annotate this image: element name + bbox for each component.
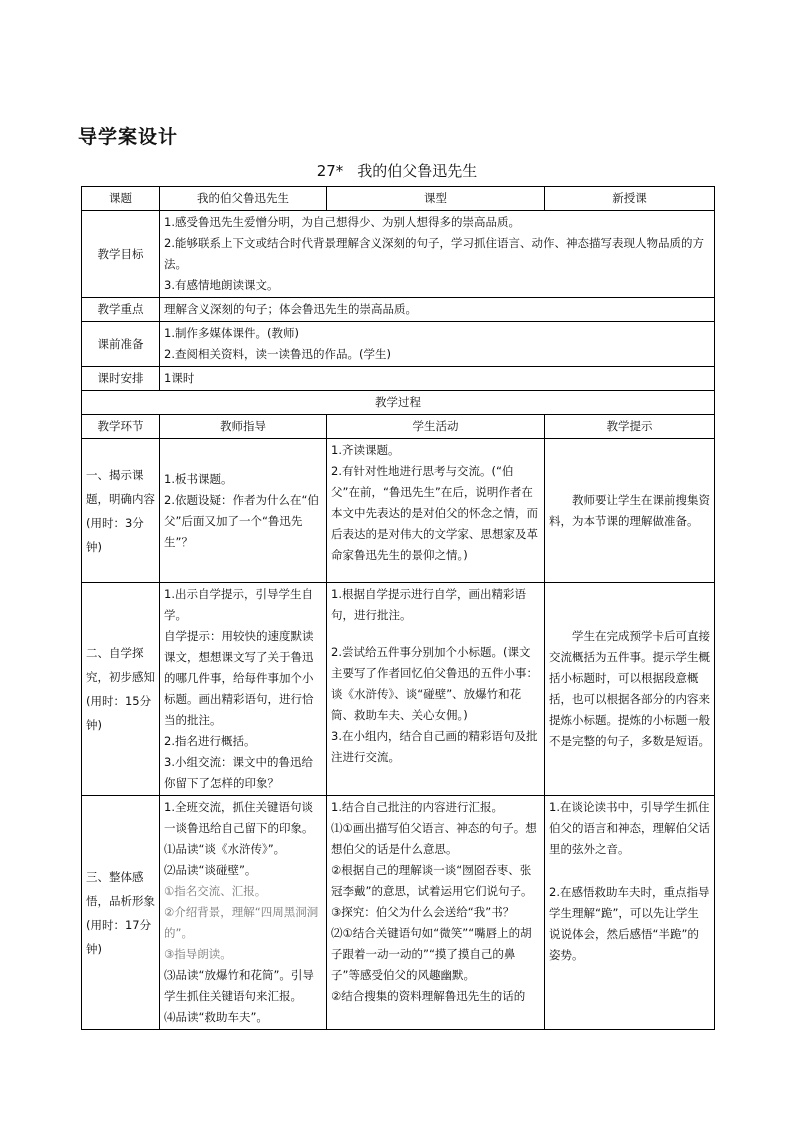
lesson-name: 我的伯父鲁迅先生: [357, 162, 478, 180]
student-step: ⑴①画出描写伯父语言、神态的句子。想想伯父的话是什么意思。: [331, 821, 537, 856]
topic-label: 课题: [82, 187, 160, 211]
column-header: 学生活动: [327, 415, 545, 439]
teacher-step: ⑵品读“谈碰壁”。: [164, 863, 257, 877]
student-step: 2.尝试给五件事分别加个小标题。(课文主要写了作者回忆伯父鲁迅的五件小事：谈《水浒传》、谈“碰壁”、放爆竹和花筒、救助车夫、关心女佣。): [331, 645, 538, 722]
teacher-step: 1.全班交流，抓住关键语句谈一谈鲁迅给自己留下的印象。: [164, 800, 314, 835]
process-title-row: [82, 391, 715, 415]
student-cell: [327, 796, 545, 1030]
teacher-step: 2.指名进行概括。: [164, 734, 256, 748]
lesson-number: 27*: [316, 162, 344, 180]
stage-cell: 一、揭示课题，明确内容(用时：3分钟): [82, 439, 160, 583]
type-label: 课型: [327, 187, 545, 211]
info-row-focus: [82, 298, 715, 322]
process-row: [82, 439, 715, 583]
hint-cell: [545, 583, 715, 796]
teacher-step: ⑶品读“放爆竹和花筒”。引导学生抓住关键语句来汇报。: [164, 968, 314, 1003]
prep-item: 1.制作多媒体课件。(教师): [164, 326, 299, 340]
time-value: 1课时: [160, 367, 715, 391]
hint-text: 学生在完成预学卡后可直接交流概括为五件事。提示学生概括小标题时，可以根据段意概括，也可以根据各部分的内容来提炼小标题。提炼的小标题一般不是完整的句子，多数是短语。: [549, 629, 710, 748]
hint-text: 教师要让学生在课前搜集资料，为本节课的理解做准备。: [549, 492, 710, 528]
info-row-time: [82, 367, 715, 391]
teacher-cell: [160, 796, 327, 1030]
student-step: 2.有针对性地进行思考与交流。(“伯父”在前，“鲁迅先生”在后，说明作者在本文中先表达的是对伯父的怀念之情，而后表达的是对伟大的文学家、思想家及革命家鲁迅先生的景仰之情。): [331, 464, 538, 562]
lesson-plan-table: [81, 186, 715, 1030]
column-header: 教学提示: [545, 415, 715, 439]
student-step: 1.结合自己批注的内容进行汇报。: [331, 800, 503, 814]
student-step: ②结合搜集的资料理解鲁迅先生的话的: [331, 989, 526, 1003]
student-step: ⑵①结合关键语句如“微笑”“嘴唇上的胡子跟着一动一动的”“摸了摸自己的鼻子”等感受伯父的风趣幽默。: [331, 926, 532, 982]
process-header-row: [82, 415, 715, 439]
goal-item: 2.能够联系上下文或结合时代背景理解含义深刻的句子，学习抓住语言、动作、神态描写表现人物品质的方法。: [164, 236, 704, 271]
hint-cell: [545, 439, 715, 583]
teacher-step: 1.板书课题。: [164, 471, 233, 486]
teacher-cell: [160, 583, 327, 796]
info-row-topic: [82, 187, 715, 211]
goal-item: 3.有感情地朗读课文。: [164, 278, 279, 292]
teacher-step: 3.小组交流：课文中的鲁迅给你留下了怎样的印象？: [164, 755, 313, 790]
teacher-step: ②介绍背景，理解“四周黑洞洞的”。: [164, 905, 319, 940]
goals-label: 教学目标: [82, 211, 160, 298]
prep-item: 2.查阅相关资料，读一读鲁迅的作品。(学生): [164, 347, 391, 361]
student-step: 1.根据自学提示进行自学，画出精彩语句，进行批注。: [331, 587, 526, 622]
teacher-step: 1.出示自学提示，引导学生自学。: [164, 587, 313, 622]
column-header: 教学环节: [82, 415, 160, 439]
teacher-step: 自学提示：用较快的速度默读课文，想想课文写了关于鲁迅的哪几件事，给每件事加个小标题。画出精彩语句，进行恰当的批注。: [164, 629, 314, 727]
time-label: 课时安排: [82, 367, 160, 391]
focus-label: 教学重点: [82, 298, 160, 322]
stage-cell: 三、整体感悟，品析形象(用时：17分钟): [82, 796, 160, 1030]
teacher-step: ⑴品读“谈《水浒传》”。: [164, 842, 286, 856]
stage-cell: 二、自学探究，初步感知(用时：15分钟): [82, 583, 160, 796]
teacher-cell: [160, 439, 327, 583]
process-row: [82, 583, 715, 796]
teacher-step: ③指导朗读。: [164, 947, 232, 961]
student-cell: [327, 583, 545, 796]
process-row: [82, 796, 715, 1030]
student-step: 1.齐读课题。: [331, 443, 400, 457]
topic-value: 我的伯父鲁迅先生: [160, 187, 327, 211]
student-cell: [327, 439, 545, 583]
process-title: 教学过程: [82, 391, 715, 415]
teacher-step: ①指名交流、汇报。: [164, 884, 267, 898]
focus-value: 理解含义深刻的句子；体会鲁迅先生的崇高品质。: [160, 298, 715, 322]
prep-content: [160, 322, 715, 367]
student-step: ③探究：伯父为什么会送给“我”书？: [331, 905, 515, 919]
hint-cell: [545, 796, 715, 1030]
info-row-goals: [82, 211, 715, 298]
prep-label: 课前准备: [82, 322, 160, 367]
hint-text: 2.在感悟救助车夫时，重点指导学生理解“跪”，可以先让学生说说体会，然后感悟“半跪”的姿势。: [549, 885, 710, 962]
info-row-prep: [82, 322, 715, 367]
document-heading: 导学案设计: [78, 126, 179, 148]
goal-item: 1.感受鲁迅先生爱憎分明，为自己想得少、为别人想得多的崇高品质。: [164, 215, 520, 229]
type-value: 新授课: [545, 187, 715, 211]
goals-content: [160, 211, 715, 298]
column-header: 教师指导: [160, 415, 327, 439]
hint-text: 1.在谈论读书中，引导学生抓住伯父的语言和神态，理解伯父话里的弦外之音。: [549, 800, 710, 856]
student-step: ②根据自己的理解谈一谈“囫囵吞枣、张冠李戴”的意思，试着运用它们说句子。: [331, 863, 533, 898]
teacher-step: ⑷品读“救助车夫”。: [164, 1010, 268, 1024]
lesson-title: [0, 160, 794, 181]
student-step: 3.在小组内，结合自己画的精彩语句及批注进行交流。: [331, 729, 538, 764]
teacher-step: 2.依题设疑：作者为什么在“伯父”后面又加了一个“鲁迅先生”？: [164, 492, 319, 549]
